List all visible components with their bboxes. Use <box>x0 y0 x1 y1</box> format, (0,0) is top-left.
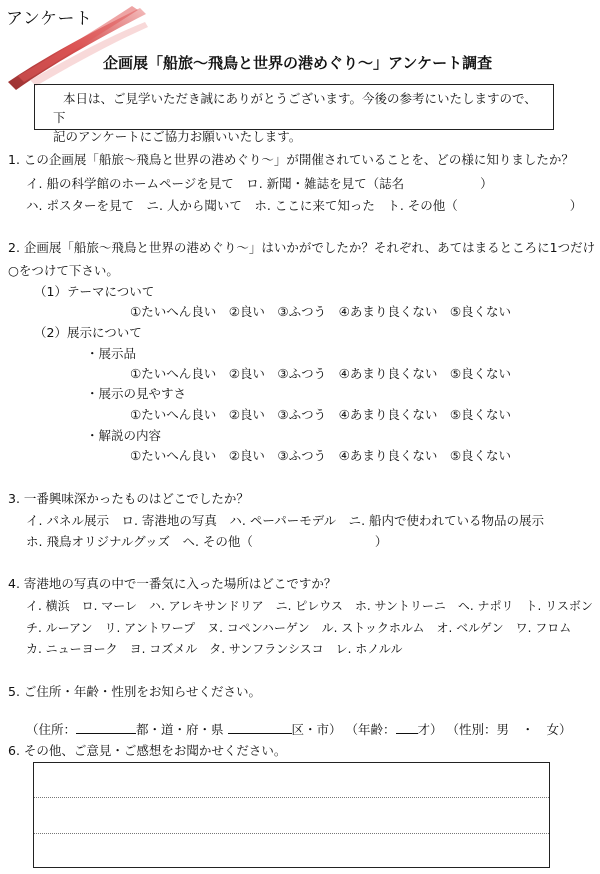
q2-theme-scale[interactable]: ①たいへん良い ②良い ③ふつう ④あまり良くない ⑤良くない <box>130 304 512 319</box>
q2-question-line1: 2. 企画展「船旅～飛鳥と世界の港めぐり～」はいかがでしたか？それぞれ、あてはまるところに1つだけ <box>8 240 596 255</box>
q2-visibility-scale[interactable]: ①たいへん良い ②良い ③ふつう ④あまり良くない ⑤良くない <box>130 407 512 422</box>
q1-options-line2 <box>26 196 582 214</box>
q2-theme-label: （1）テーマについて <box>34 284 155 299</box>
q5-question: 5. ご住所・年齢・性別をお知らせください。 <box>8 684 262 699</box>
q1-question: 1. この企画展「船旅～飛鳥と世界の港めぐり～」が開催されていることを、どの様に知りましたか？ <box>8 152 574 167</box>
q3-question: 3. 一番興味深かったものはどこでしたか？ <box>8 491 249 506</box>
intro-line-1: 本日は、ご見学いただき誠にありがとうございます。今後の参考にいたしますので、下 <box>53 91 537 125</box>
comment-textarea[interactable] <box>33 762 550 868</box>
q2-sub-explanation: ・解説の内容 <box>86 428 162 443</box>
comment-divider <box>34 797 549 798</box>
intro-line-2: 記のアンケートにご協力お願いいたします。 <box>53 129 302 144</box>
q2-explanation-scale[interactable]: ①たいへん良い ②良い ③ふつう ④あまり良くない ⑤良くない <box>130 448 512 463</box>
q2-exhibit-label: （2）展示について <box>34 325 142 340</box>
city-input[interactable] <box>228 721 292 734</box>
address-label: （住所： <box>26 722 77 737</box>
prefecture-label: 都・道・府・県 <box>136 722 224 737</box>
comment-divider <box>34 833 549 834</box>
q4-question: 4. 寄港地の写真の中で一番気に入った場所はどこですか？ <box>8 576 337 591</box>
q4-options-line1[interactable]: イ. 横浜 ロ. マーレ ハ. アレキサンドリア ニ. ピレウス ホ. サントリーニ ヘ. ナポリ ト. リスボン <box>26 599 593 613</box>
age-unit: 才） <box>417 722 443 737</box>
q2-sub-visibility: ・展示の見やすさ <box>86 386 187 401</box>
sex-selector[interactable]: （性別：男 ・ 女） <box>446 722 572 737</box>
age-input[interactable] <box>396 721 418 734</box>
q1-close2: ） <box>569 198 583 213</box>
q4-options-line2[interactable]: チ. ルーアン リ. アントワープ ヌ. コペンハーゲン ル. ストックホルム オ. ベルゲン ワ. フロム <box>26 621 572 635</box>
q1-close1: ） <box>480 176 493 191</box>
q4-options-line3[interactable]: カ. ニューヨーク ヨ. コズメル タ. サンフランシスコ レ. ホノルル <box>26 642 403 656</box>
q5-fields <box>26 720 572 738</box>
page-title: 企画展「船旅～飛鳥と世界の港めぐり～」アンケート調査 <box>103 54 493 72</box>
q1-line2-text: ハ. ポスターを見て ニ. 人から聞いて ホ. ここに来て知った ト. その他（ <box>26 198 458 213</box>
city-label: 区・市） <box>291 722 342 737</box>
q3-options-line1[interactable]: イ. パネル展示 ロ. 寄港地の写真 ハ. ペーパーモデル ニ. 船内で使われている物品の展示 <box>26 513 545 528</box>
q1-line1-text: イ. 船の科学館のホームページを見て ロ. 新聞・雑誌を見て（誌名 <box>26 176 405 191</box>
q3-close: ） <box>374 534 388 549</box>
q1-options-line1 <box>26 174 493 192</box>
q3-options-line2 <box>26 532 387 550</box>
address-input[interactable] <box>76 721 136 734</box>
survey-label: アンケート <box>6 9 93 29</box>
q2-sub-exhibits: ・展示品 <box>86 346 137 361</box>
intro-box <box>34 84 554 144</box>
q2-exhibits-scale[interactable]: ①たいへん良い ②良い ③ふつう ④あまり良くない ⑤良くない <box>130 366 512 381</box>
q2-question-line2: ○をつけて下さい。 <box>8 263 119 278</box>
q6-question: 6. その他、ご意見・ご感想をお聞かせください。 <box>8 743 287 758</box>
q3-line2-text: ホ. 飛鳥オリジナルグッズ ヘ. その他（ <box>26 534 253 549</box>
age-label: （年齢： <box>345 722 396 737</box>
